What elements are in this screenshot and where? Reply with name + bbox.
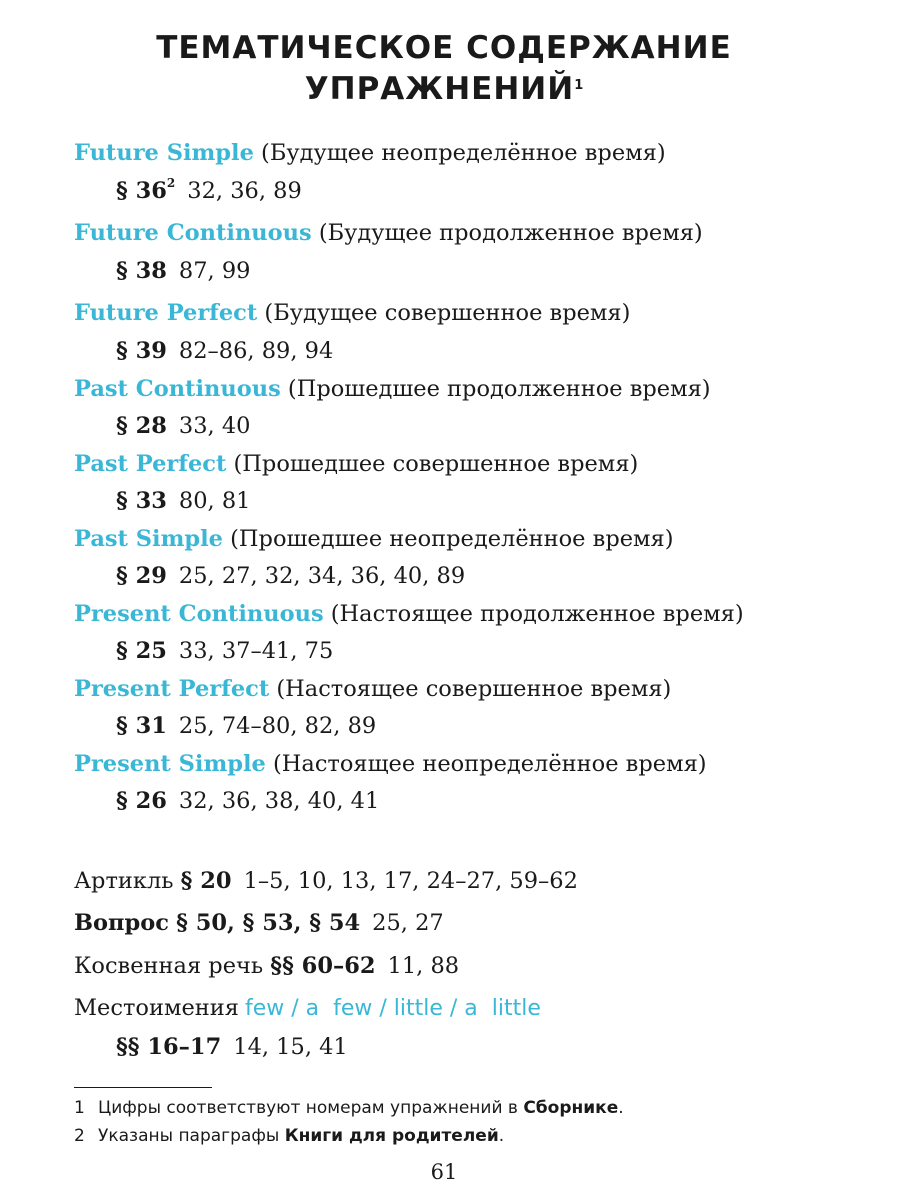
tense-name-ru: (Будущее совершенное время) bbox=[264, 300, 631, 326]
tense-name-en: Present Continuous bbox=[74, 601, 324, 627]
tense-refs-future-continuous bbox=[116, 258, 251, 284]
tense-name-en: Present Simple bbox=[74, 751, 266, 777]
footnote-text: Цифры соответствуют номерам упражнений в bbox=[98, 1098, 524, 1118]
section-ref bbox=[116, 175, 176, 204]
tense-name-en: Past Perfect bbox=[74, 451, 227, 477]
exercise-numbers: 25, 27 bbox=[372, 910, 444, 936]
footnote-number: 2 bbox=[74, 1126, 85, 1146]
section-ref: § 39 bbox=[116, 338, 167, 364]
tense-heading-future-simple bbox=[74, 140, 666, 166]
topic-label: Артикль bbox=[74, 868, 174, 894]
footnote-bold-text: Книги для родителей bbox=[284, 1126, 499, 1146]
footnote-bold-text: Сборнике bbox=[523, 1098, 619, 1118]
tense-name-ru: (Будущее продолженное время) bbox=[318, 220, 703, 246]
tense-name-ru: (Настоящее продолженное время) bbox=[330, 601, 744, 627]
footnote-2 bbox=[74, 1126, 504, 1146]
footnote-1 bbox=[74, 1098, 624, 1118]
exercise-numbers: 1–5, 10, 13, 17, 24–27, 59–62 bbox=[243, 868, 578, 894]
tense-heading-present-perfect bbox=[74, 676, 671, 702]
footnote-end: . bbox=[498, 1126, 505, 1146]
tense-name-ru: (Прошедшее совершенное время) bbox=[233, 451, 639, 477]
section-ref: §§ 16–17 bbox=[116, 1034, 222, 1060]
section-ref: § 26 bbox=[116, 788, 167, 814]
tense-name-ru: (Прошедшее неопределённое время) bbox=[230, 526, 674, 552]
tense-refs-past-perfect bbox=[116, 488, 251, 514]
tense-heading-past-continuous bbox=[74, 376, 711, 402]
tense-name-en: Past Simple bbox=[74, 526, 223, 552]
exercise-numbers: 25, 27, 32, 34, 36, 40, 89 bbox=[178, 563, 466, 589]
section-ref: § 20 bbox=[180, 868, 232, 894]
title-line-2 bbox=[0, 69, 888, 110]
footnote-end: . bbox=[618, 1098, 624, 1118]
tense-refs-past-simple bbox=[116, 563, 465, 589]
topic-reported-speech bbox=[74, 953, 459, 979]
section-ref: § 31 bbox=[116, 713, 167, 739]
tense-heading-past-simple bbox=[74, 526, 674, 552]
topic-pronouns-refs bbox=[116, 1034, 348, 1060]
tense-name-en: Present Perfect bbox=[74, 676, 270, 702]
exercise-numbers: 32, 36, 89 bbox=[187, 178, 302, 204]
footnote-text: Указаны параграфы bbox=[98, 1126, 285, 1146]
section-ref: § 25 bbox=[116, 638, 167, 664]
topic-label: Косвенная речь bbox=[74, 953, 264, 979]
section-ref: § 28 bbox=[116, 413, 167, 439]
section-ref: § 29 bbox=[116, 563, 167, 589]
tense-refs-present-perfect bbox=[116, 713, 376, 739]
exercise-numbers: 25, 74–80, 82, 89 bbox=[178, 713, 377, 739]
tense-name-ru: (Будущее неопределённое время) bbox=[261, 140, 666, 166]
tense-name-ru: (Настоящее неопределённое время) bbox=[273, 751, 707, 777]
page-title bbox=[0, 28, 888, 110]
section-footnote-mark: 2 bbox=[166, 175, 176, 190]
tense-name-en: Future Continuous bbox=[74, 220, 312, 246]
section-ref: § 38 bbox=[116, 258, 167, 284]
tense-refs-present-continuous bbox=[116, 638, 333, 664]
tense-heading-future-continuous bbox=[74, 220, 703, 246]
tense-name-ru: (Прошедшее продолженное время) bbox=[287, 376, 711, 402]
exercise-numbers: 32, 36, 38, 40, 41 bbox=[178, 788, 380, 814]
topic-article bbox=[74, 868, 578, 894]
tense-heading-future-perfect bbox=[74, 300, 630, 326]
tense-refs-future-simple bbox=[116, 175, 302, 204]
topic-label: Местоимения bbox=[74, 995, 239, 1021]
tense-heading-present-simple bbox=[74, 751, 707, 777]
exercise-numbers: 87, 99 bbox=[178, 258, 251, 284]
tense-name-en: Past Continuous bbox=[74, 376, 281, 402]
footnote-number: 1 bbox=[74, 1098, 85, 1118]
tense-heading-past-perfect bbox=[74, 451, 638, 477]
section-ref: § 50, § 53, § 54 bbox=[176, 910, 361, 936]
title-line-1: ТЕМАТИЧЕСКОЕ СОДЕРЖАНИЕ bbox=[156, 30, 732, 66]
exercise-numbers: 33, 37–41, 75 bbox=[178, 638, 334, 664]
exercise-numbers: 14, 15, 41 bbox=[233, 1034, 348, 1060]
tense-heading-present-continuous bbox=[74, 601, 744, 627]
section-ref: §§ 60–62 bbox=[270, 953, 376, 979]
section-ref: § 33 bbox=[116, 488, 167, 514]
exercise-numbers: 33, 40 bbox=[178, 413, 251, 439]
exercise-numbers: 82–86, 89, 94 bbox=[178, 338, 334, 364]
tense-refs-future-perfect bbox=[116, 338, 333, 364]
section-number: § 36 bbox=[116, 178, 167, 204]
tense-name-en: Future Perfect bbox=[74, 300, 258, 326]
footnote-divider bbox=[74, 1087, 212, 1088]
tense-refs-past-continuous bbox=[116, 413, 251, 439]
tense-name-ru: (Настоящее совершенное время) bbox=[276, 676, 672, 702]
topic-label: Вопрос bbox=[74, 910, 169, 936]
exercise-numbers: 11, 88 bbox=[387, 953, 460, 979]
title-footnote-mark: 1 bbox=[574, 78, 584, 93]
tense-name-en: Future Simple bbox=[74, 140, 254, 166]
topic-question bbox=[74, 910, 444, 936]
page-number: 61 bbox=[430, 1160, 458, 1184]
exercise-numbers: 80, 81 bbox=[178, 488, 251, 514]
tense-refs-present-simple bbox=[116, 788, 379, 814]
topic-pronouns bbox=[74, 995, 541, 1021]
topic-words: few / a few / little / a little bbox=[244, 996, 541, 1021]
title-line-2-text: УПРАЖНЕНИЙ bbox=[304, 71, 575, 107]
